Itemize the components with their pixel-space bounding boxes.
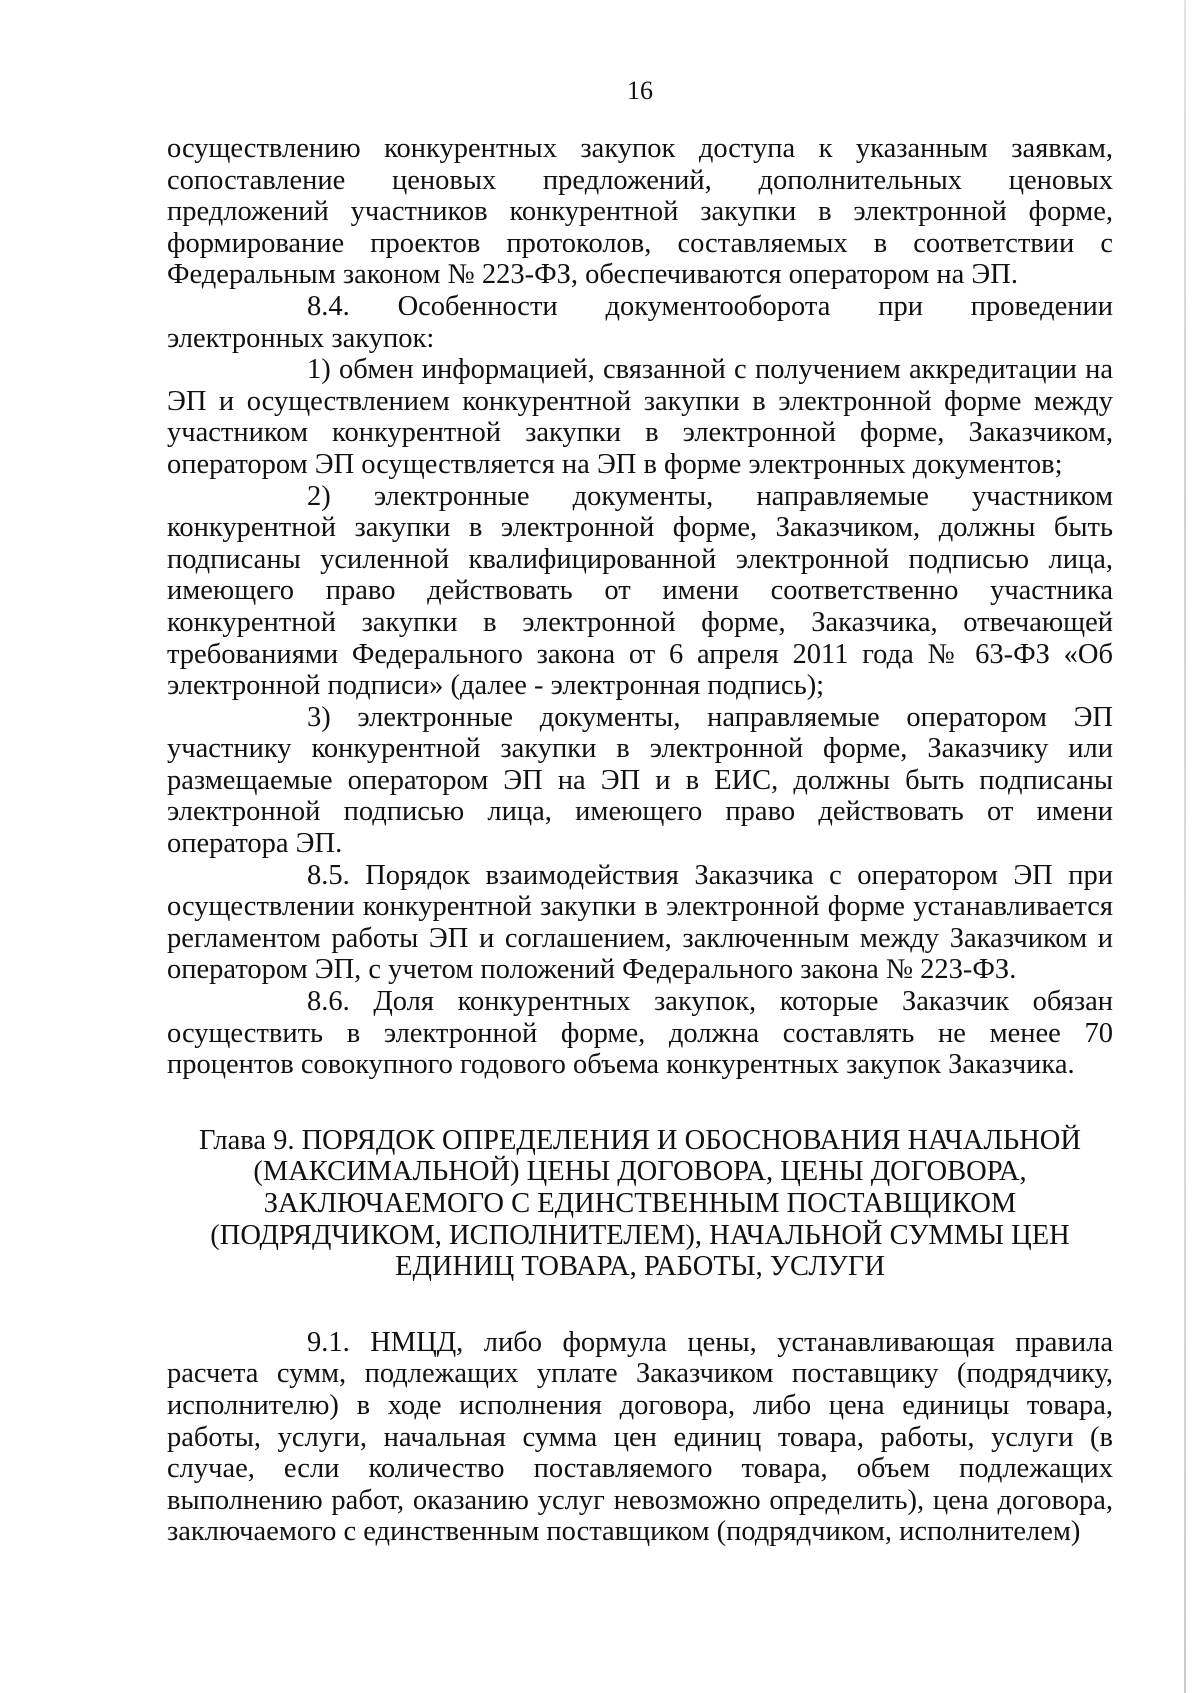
page-number: 16 bbox=[627, 76, 653, 105]
document-body bbox=[167, 133, 1113, 1548]
paragraph-number: 8.5. bbox=[307, 859, 350, 891]
paragraph-p-9-1 bbox=[167, 1327, 1113, 1548]
paragraph-p-cont bbox=[167, 133, 1113, 291]
paragraph-text: обмен информацией, связанной с получением аккредитации на ЭП и осуществлением конкурентной закупки в электронной форме между участником конкурентной закупки в электронной форме, Заказчиком, оператором ЭП осуществляется на ЭП в форме электронных документов; bbox=[167, 354, 1114, 480]
paragraph-number: 8.6. bbox=[307, 986, 350, 1018]
scan-edge-line bbox=[1184, 0, 1186, 1693]
paragraph-number: 3) bbox=[307, 701, 331, 733]
paragraph-number: 1) bbox=[307, 354, 331, 386]
paragraph-p-8-4-1 bbox=[167, 354, 1113, 480]
section-8-paragraphs bbox=[167, 133, 1113, 1081]
paragraph-p-8-6 bbox=[167, 986, 1113, 1081]
paragraph-text: электронные документы, направляемые участником конкурентной закупки в электронной форме, Заказчиком, должны быть подписаны усиленной квалифицированной электронной подписью лица, имеющего право действовать от имени соответственно участника конкурентной закупки в электронной форме, Заказчика, отвечающей требованиями Федерального закона от 6 апреля 2011 года № 63-ФЗ «Об электронной подписи» (далее - электронная подпись); bbox=[167, 480, 1114, 702]
paragraph-p-8-4 bbox=[167, 291, 1113, 354]
paragraph-number: 2) bbox=[307, 480, 331, 512]
paragraph-p-8-4-3 bbox=[167, 702, 1113, 860]
paragraph-text: Особенности документооборота при проведении электронных закупок: bbox=[167, 290, 1114, 354]
paragraph-text: НМЦД, либо формула цены, устанавливающая правила расчета сумм, подлежащих уплате Заказчиком поставщику (подрядчику, исполнителю) в ходе исполнения договора, либо цена единицы товара, работы, услуги, начальная сумма цен единиц товара, работы, услуги (в случае, если количество поставляемого товара, объем подлежащих выполнению работ, оказанию услуг невозможно определить), цена договора, заключаемого с единственным поставщиком (подрядчиком, исполнителем) bbox=[167, 1326, 1113, 1548]
section-9-paragraphs bbox=[167, 1327, 1113, 1548]
paragraph-text: электронные документы, направляемые оператором ЭП участнику конкурентной закупки в электронной форме, Заказчику или размещаемые оператором ЭП на ЭП и в ЕИС, должны быть подписаны электронной подписью лица, имеющего право действовать от имени оператора ЭП. bbox=[167, 701, 1113, 860]
chapter-9-heading: Глава 9. ПОРЯДОК ОПРЕДЕЛЕНИЯ И ОБОСНОВАНИЯ НАЧАЛЬНОЙ (МАКСИМАЛЬНОЙ) ЦЕНЫ ДОГОВОРА, ЦЕНЫ ДОГОВОРА, ЗАКЛЮЧАЕМОГО С ЕДИНСТВЕННЫМ ПОСТАВЩИКОМ (ПОДРЯДЧИКОМ, ИСПОЛНИТЕЛЕМ), НАЧАЛЬНОЙ СУММЫ ЦЕН ЕДИНИЦ ТОВАРА, РАБОТЫ, УСЛУГИ bbox=[199, 1124, 1081, 1283]
paragraph-text: осуществлению конкурентных закупок доступа к указанным заявкам, сопоставление ценовых предложений, дополнительных ценовых предложений участников конкурентной закупки в электронной форме, формирование проектов протоколов, составляемых в соответствии с Федеральным законом № 223-ФЗ, обеспечиваются оператором на ЭП. bbox=[167, 133, 1113, 291]
paragraph-p-8-4-2 bbox=[167, 481, 1113, 702]
paragraph-number: 8.4. bbox=[307, 290, 350, 322]
paragraph-text: Доля конкурентных закупок, которые Заказчик обязан осуществить в электронной форме, должна составлять не менее 70 процентов совокупного годового объема конкурентных закупок Заказчика. bbox=[167, 986, 1113, 1081]
paragraph-number: 9.1. bbox=[307, 1326, 350, 1358]
paragraph-text: Порядок взаимодействия Заказчика с оператором ЭП при осуществлении конкурентной закупки в электронной форме устанавливается регламентом работы ЭП и соглашением, заключенным между Заказчиком и оператором ЭП, с учетом положений Федерального закона № 223-ФЗ. bbox=[167, 859, 1113, 986]
paragraph-p-8-5 bbox=[167, 860, 1113, 986]
